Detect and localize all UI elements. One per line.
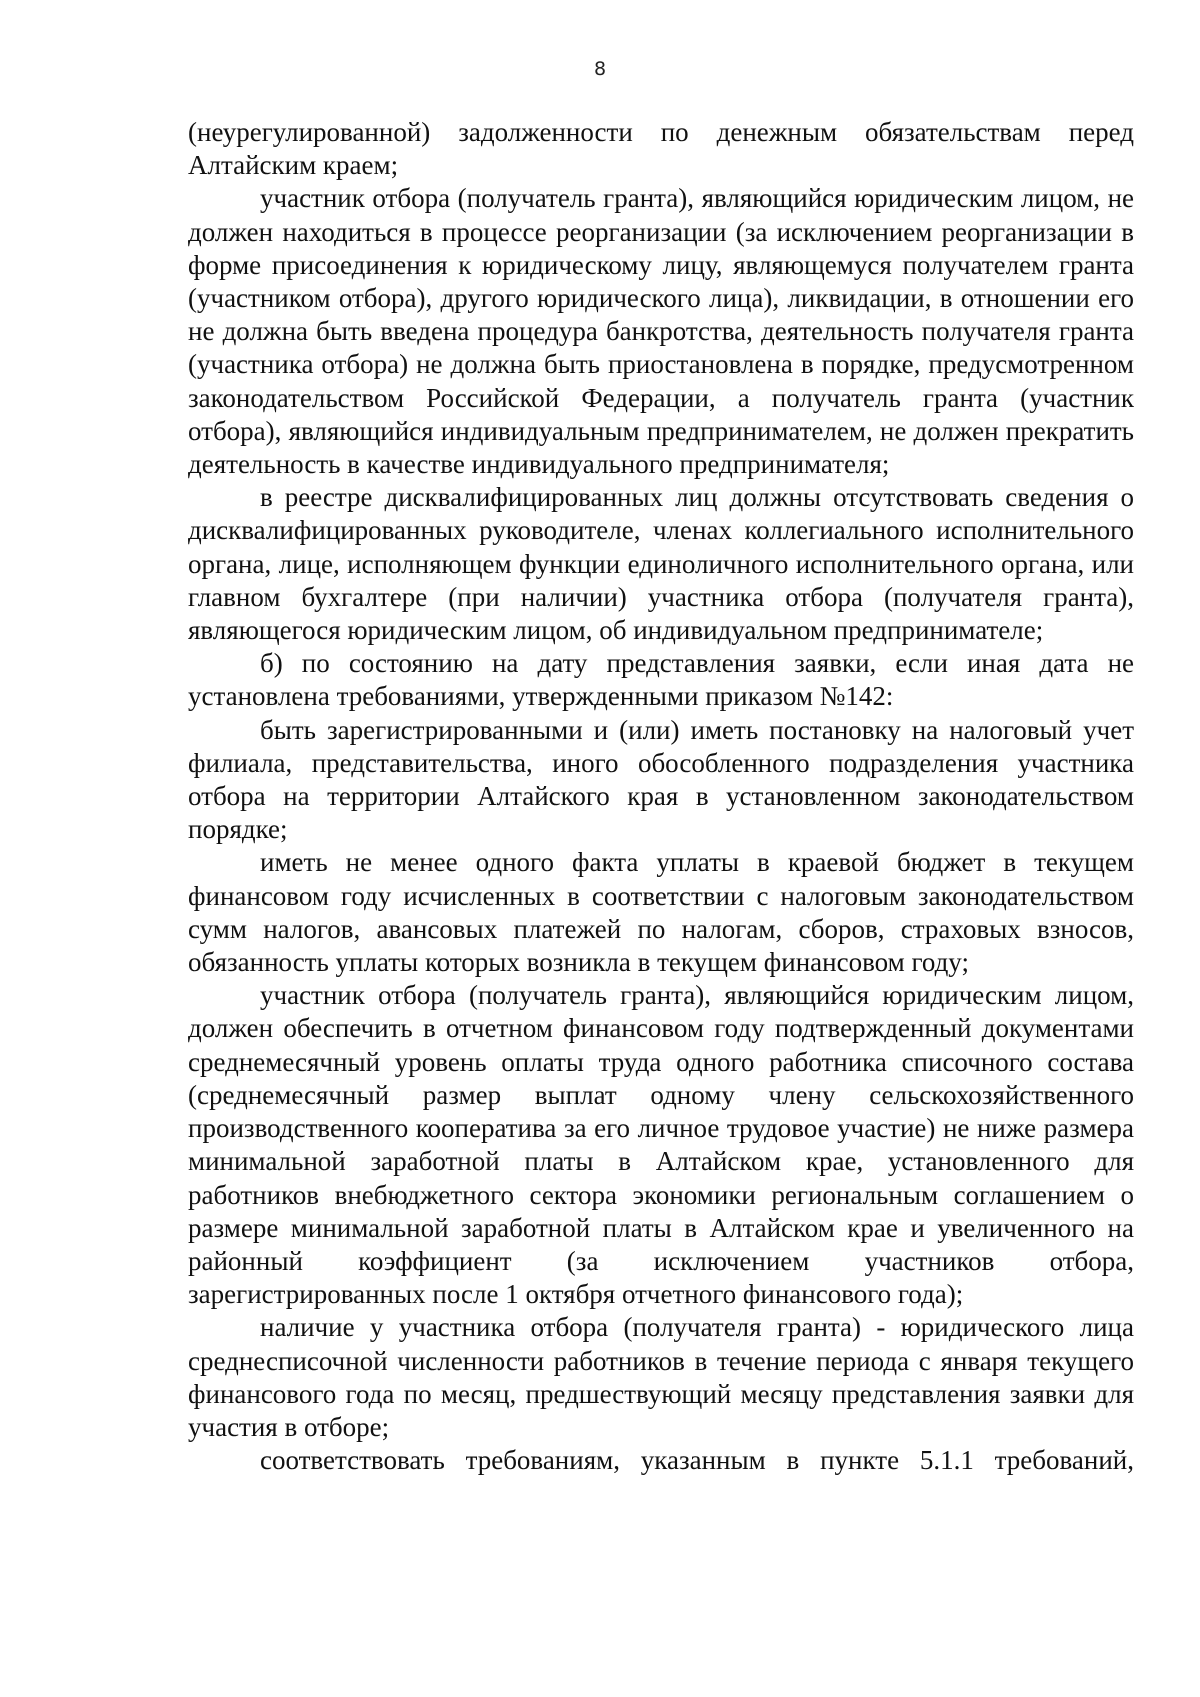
paragraph-registration: быть зарегистрированными и (или) иметь постановку на налоговый учет филиала, представительства, иного обособленного подразделения участника отбора на территории Алтайского края в установленном законодательством порядке; bbox=[188, 714, 1134, 845]
paragraph-tax-payment: иметь не менее одного факта уплаты в краевой бюджет в текущем финансовом году исчисленных в соответствии с налоговым законодательством сумм налогов, авансовых платежей по налогам, сборов, страховых взносов, обязанность уплаты которых возникла в текущем финансовом году; bbox=[188, 847, 1134, 978]
paragraph-wage-level: участник отбора (получатель гранта), являющийся юридическим лицом, должен обеспечить в отчетном финансовом году подтвержденный документами среднемесячный уровень оплаты труда одного работника списочного состава (среднемесячный размер выплат одному члену сельскохозяйственного производственного кооператива за его личное трудовое участие) не ниже размера минимальной заработной платы в Алтайском крае, установленного для работников внебюджетного сектора экономики региональным соглашением о размере минимальной заработной платы в Алтайском крае и увеличенного на районный коэффициент (за исключением участников отбора, зарегистрированных после 1 октября отчетного финансового года); bbox=[188, 980, 1134, 1310]
document-body bbox=[188, 116, 1134, 1477]
paragraph-compliance: соответствовать требованиям, указанным в пункте 5.1.1 требований, bbox=[260, 1445, 1134, 1476]
paragraph-continuation: (неурегулированной) задолженности по денежным обязательствам перед Алтайским краем; bbox=[188, 117, 1134, 181]
paragraph-headcount: наличие у участника отбора (получателя гранта) - юридического лица среднесписочной численности работников в течение периода с января текущего финансового года по месяц, предшествующий месяцу представления заявки для участия в отборе; bbox=[188, 1312, 1134, 1442]
page-number: 8 bbox=[593, 58, 607, 80]
paragraph-reorganization-requirement: участник отбора (получатель гранта), являющийся юридическим лицом, не должен находиться в процессе реорганизации (за исключением реорганизации в форме присоединения к юридическому лицу, являющемуся получателем гранта (участником отбора), другого юридического лица), ликвидации, в отношении его не должна быть введена процедура банкротства, деятельность получателя гранта (участника отбора) не должна быть приостановлена в порядке, предусмотренном законодательством Российской Федерации, а получатель гранта (участник отбора), являющийся индивидуальным предпринимателем, не должен прекратить деятельность в качестве индивидуального предпринимателя; bbox=[188, 183, 1134, 480]
paragraph-disqualified-persons: в реестре дисквалифицированных лиц должны отсутствовать сведения о дисквалифицированных руководителе, членах коллегиального исполнительного органа, лице, исполняющем функции единоличного исполнительного органа, или главном бухгалтере (при наличии) участника отбора (получателя гранта), являющегося юридическим лицом, об индивидуальном предпринимателе; bbox=[188, 482, 1134, 646]
paragraph-item-b: б) по состоянию на дату представления заявки, если иная дата не установлена требованиями, утвержденными приказом №142: bbox=[188, 648, 1134, 712]
